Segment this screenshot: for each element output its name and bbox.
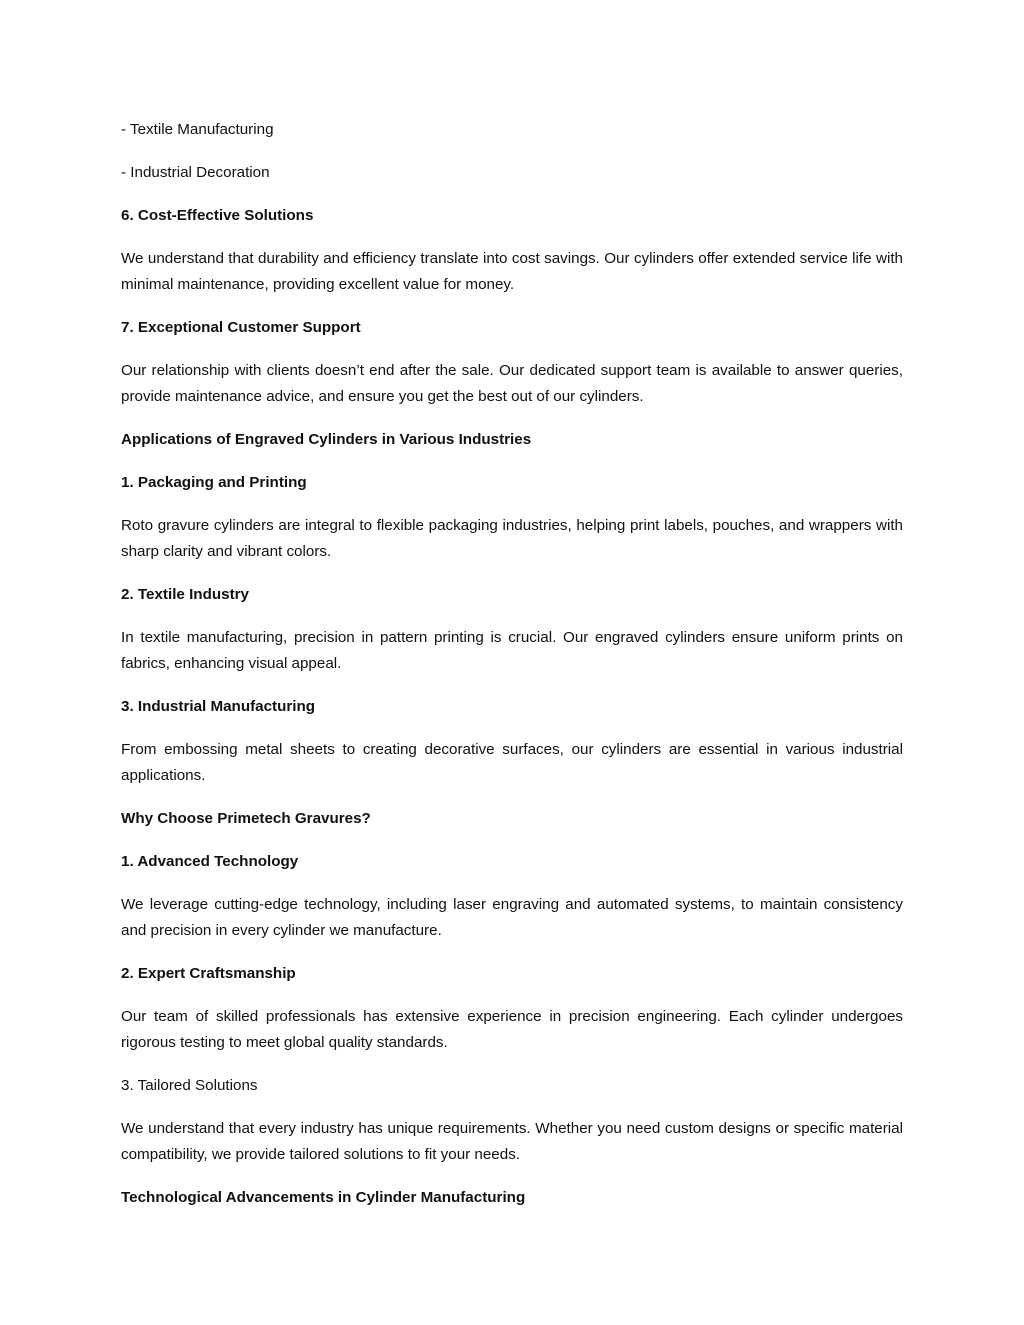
heading-expert-craftsmanship: 2. Expert Craftsmanship	[121, 965, 296, 982]
paragraph-cost-effective: We understand that durability and efficiency translate into cost savings. Our cylinders offer extended service life with minimal maintenance, providing excellent value for money.	[121, 250, 903, 293]
heading-industrial-manufacturing: 3. Industrial Manufacturing	[121, 698, 316, 715]
heading-applications: Applications of Engraved Cylinders in Various Industries	[121, 431, 532, 448]
heading-textile-industry: 2. Textile Industry	[121, 586, 250, 603]
heading-customer-support: 7. Exceptional Customer Support	[121, 319, 361, 336]
document-page	[121, 117, 903, 1228]
paragraph-packaging-printing: Roto gravure cylinders are integral to flexible packaging industries, helping print labels, pouches, and wrappers with sharp clarity and vibrant colors.	[121, 517, 903, 560]
paragraph-tailored-solutions: We understand that every industry has unique requirements. Whether you need custom designs or specific material compatibility, we provide tailored solutions to fit your needs.	[121, 1120, 903, 1163]
heading-advanced-technology: 1. Advanced Technology	[121, 853, 299, 870]
heading-cost-effective-solutions: 6. Cost-Effective Solutions	[121, 207, 314, 224]
list-item-textile-manufacturing: - Textile Manufacturing	[121, 121, 274, 138]
heading-packaging-printing: 1. Packaging and Printing	[121, 474, 307, 491]
paragraph-industrial-manufacturing: From embossing metal sheets to creating decorative surfaces, our cylinders are essential in various industrial applications.	[121, 741, 903, 784]
paragraph-advanced-technology: We leverage cutting-edge technology, including laser engraving and automated systems, to maintain consistency and precision in every cylinder we manufacture.	[121, 896, 903, 939]
heading-why-choose: Why Choose Primetech Gravures?	[121, 810, 371, 827]
paragraph-expert-craftsmanship: Our team of skilled professionals has extensive experience in precision engineering. Each cylinder undergoes rigorous testing to meet global quality standards.	[121, 1008, 903, 1051]
paragraph-customer-support: Our relationship with clients doesn’t end after the sale. Our dedicated support team is available to answer queries, provide maintenance advice, and ensure you get the best out of our cylinders.	[121, 362, 903, 405]
paragraph-textile-industry: In textile manufacturing, precision in pattern printing is crucial. Our engraved cylinders ensure uniform prints on fabrics, enhancing visual appeal.	[121, 629, 903, 672]
heading-technological-advancements: Technological Advancements in Cylinder Manufacturing	[121, 1189, 526, 1206]
list-item-industrial-decoration: - Industrial Decoration	[121, 164, 270, 181]
heading-tailored-solutions: 3. Tailored Solutions	[121, 1077, 258, 1094]
